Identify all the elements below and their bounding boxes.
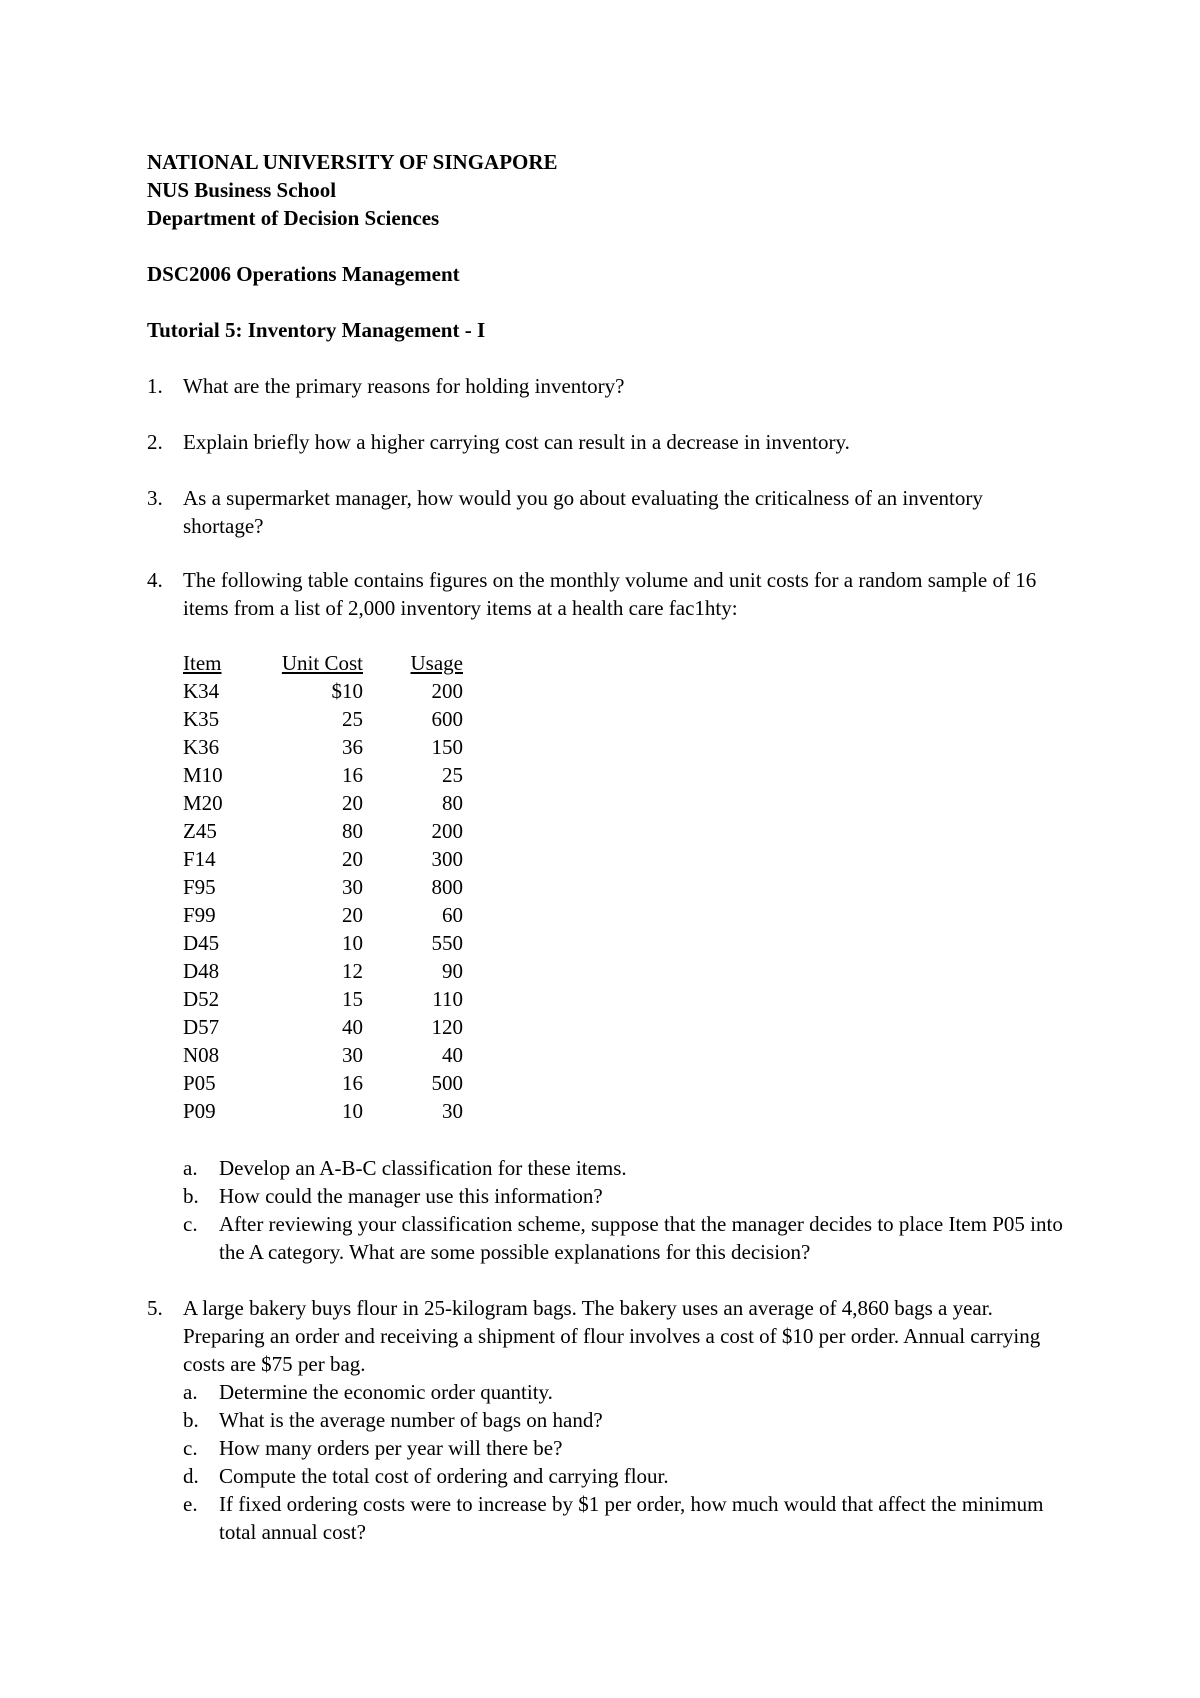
sub-question-text: If fixed ordering costs were to increase by $1 per order, how much would that affect the minimum total annual cost? [219,1492,1044,1544]
table-row [183,1069,463,1097]
sub-question-label: c. [183,1436,198,1460]
cell-item: M10 [183,763,223,787]
cell-unit-cost: 15 [342,987,363,1011]
sub-question-text: Develop an A-B-C classification for these items. [219,1156,627,1180]
table-header-row [183,649,463,677]
table-row [183,845,463,873]
sub-question-5e [183,1490,1067,1546]
cell-item: D45 [183,931,220,955]
cell-item: F14 [183,847,216,871]
cell-unit-cost: 16 [342,1071,363,1095]
university-name: NATIONAL UNIVERSITY OF SINGAPORE [147,150,558,174]
sub-question-label: a. [183,1156,198,1180]
cell-usage: 80 [442,791,463,815]
cell-usage: 60 [442,903,463,927]
cell-item: P09 [183,1099,216,1123]
sub-question-text: How could the manager use this information? [219,1184,603,1208]
cell-item: K35 [183,707,220,731]
school-name: NUS Business School [147,178,337,202]
sub-question-4a [183,1154,1067,1182]
table-row [183,957,463,985]
sub-question-5c [183,1434,1067,1462]
sub-question-text: Compute the total cost of ordering and carrying flour. [219,1464,669,1488]
cell-item: M20 [183,791,223,815]
sub-question-5d [183,1462,1067,1490]
sub-question-label: b. [183,1408,199,1432]
table-body [183,677,463,1125]
sub-question-4c [183,1210,1067,1266]
table-row [183,873,463,901]
cell-unit-cost: 16 [342,763,363,787]
sub-question-label: b. [183,1184,199,1208]
tutorial-title: Tutorial 5: Inventory Management - I [147,318,486,342]
sub-question-5b [183,1406,1067,1434]
table-row [183,817,463,845]
question-number: 3. [147,486,163,510]
table-row [183,789,463,817]
cell-usage: 200 [431,679,463,703]
cell-usage: 500 [431,1071,463,1095]
cell-usage: 200 [431,819,463,843]
cell-item: F95 [183,875,216,899]
question-text: What are the primary reasons for holding inventory? [183,374,625,398]
cell-unit-cost: 20 [342,903,363,927]
cell-unit-cost: 12 [342,959,363,983]
cell-usage: 550 [431,931,463,955]
question-text: Explain briefly how a higher carrying cost can result in a decrease in inventory. [183,430,850,454]
cell-item: N08 [183,1043,220,1067]
cell-item: D48 [183,959,220,983]
cell-unit-cost: 20 [342,847,363,871]
question-4 [147,566,1067,622]
cell-item: F99 [183,903,216,927]
cell-unit-cost: 10 [342,931,363,955]
question-text: A large bakery buys flour in 25-kilogram bags. The bakery uses an average of 4,860 bags a year. Preparing an order and receiving a shipment of flour involves a cost of $10 per order. Annual carrying costs are $75 per bag. [183,1296,1041,1376]
sub-question-label: e. [183,1492,198,1516]
cell-unit-cost: 30 [342,1043,363,1067]
table-row [183,1013,463,1041]
table-row [183,761,463,789]
cell-usage: 150 [431,735,463,759]
sub-question-label: d. [183,1464,199,1488]
cell-item: P05 [183,1071,216,1095]
sub-question-4b [183,1182,1067,1210]
sub-question-text: What is the average number of bags on hand? [219,1408,603,1432]
cell-usage: 110 [432,987,463,1011]
cell-unit-cost: 10 [342,1099,363,1123]
cell-unit-cost: $10 [331,679,363,703]
column-header-item: Item [183,651,222,675]
sub-question-text: Determine the economic order quantity. [219,1380,553,1404]
sub-question-label: a. [183,1380,198,1404]
table-row [183,929,463,957]
table-row [183,901,463,929]
sub-question-label: c. [183,1212,198,1236]
table-row [183,1097,463,1125]
table-row [183,1041,463,1069]
question-text: The following table contains figures on the monthly volume and unit costs for a random sample of 16 items from a list of 2,000 inventory items at a health care fac1hty: [183,568,1037,620]
cell-item: K36 [183,735,220,759]
cell-usage: 800 [431,875,463,899]
question-2 [147,428,1097,456]
table-row [183,677,463,705]
cell-unit-cost: 40 [342,1015,363,1039]
question-3 [147,484,1027,540]
inventory-table [183,649,463,1125]
cell-usage: 300 [431,847,463,871]
sub-question-text: How many orders per year will there be? [219,1436,563,1460]
cell-unit-cost: 20 [342,791,363,815]
table-row [183,705,463,733]
column-header-unit-cost: Unit Cost [281,651,363,675]
sub-question-text: After reviewing your classification scheme, suppose that the manager decides to place Item P05 into the A category. What are some possible explanations for this decision? [219,1212,1063,1264]
question-number: 5. [147,1296,163,1320]
question-number: 4. [147,568,163,592]
sub-question-5a [183,1378,1067,1406]
cell-unit-cost: 30 [342,875,363,899]
cell-usage: 25 [442,763,463,787]
question-1 [147,372,1097,400]
cell-usage: 90 [442,959,463,983]
cell-item: D52 [183,987,220,1011]
question-number: 2. [147,430,163,454]
cell-usage: 40 [442,1043,463,1067]
table-row [183,733,463,761]
question-4-parts [147,1154,1067,1266]
cell-usage: 30 [442,1099,463,1123]
course-title: DSC2006 Operations Management [147,262,460,286]
question-5 [147,1294,1067,1546]
cell-unit-cost: 80 [342,819,363,843]
cell-item: Z45 [183,819,217,843]
cell-item: D57 [183,1015,220,1039]
question-number: 1. [147,374,163,398]
column-header-usage: Usage [410,651,463,675]
question-text: As a supermarket manager, how would you go about evaluating the criticalness of an inventory shortage? [183,486,983,538]
cell-item: K34 [183,679,220,703]
cell-unit-cost: 25 [342,707,363,731]
department-name: Department of Decision Sciences [147,206,440,230]
cell-usage: 120 [431,1015,463,1039]
cell-unit-cost: 36 [342,735,363,759]
cell-usage: 600 [431,707,463,731]
table-row [183,985,463,1013]
